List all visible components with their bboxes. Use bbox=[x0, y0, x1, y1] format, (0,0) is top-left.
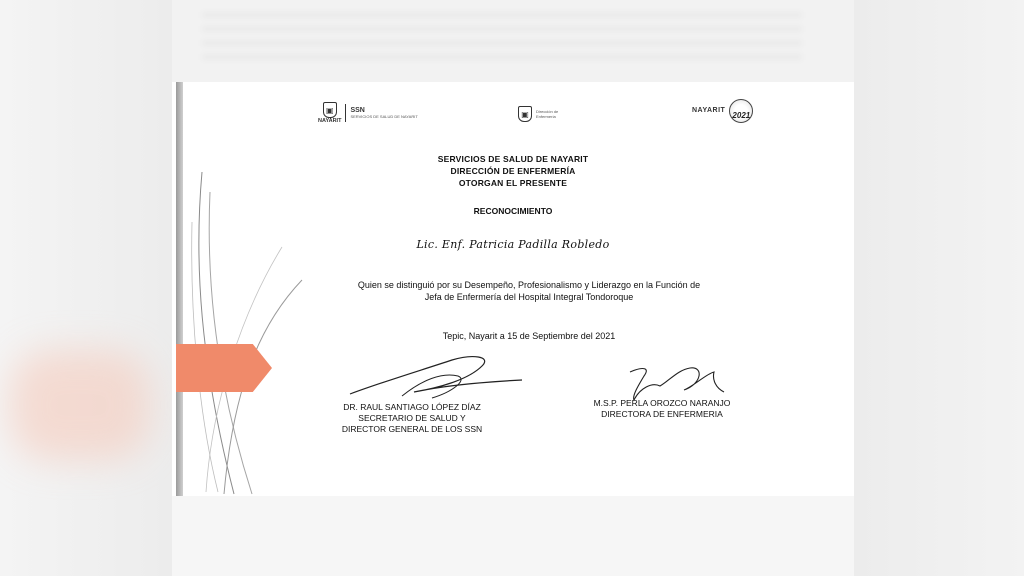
background-bottom bbox=[172, 496, 854, 576]
enfermeria-shield-icon: ▣ bbox=[518, 106, 532, 122]
logo-divider bbox=[345, 104, 346, 122]
signatory-left bbox=[327, 402, 497, 435]
logo-left-name: NAYARIT bbox=[318, 118, 342, 124]
nayarit-shield-icon: ▣ bbox=[323, 102, 337, 118]
heading-line-2: DIRECCIÓN DE ENFERMERÍA bbox=[450, 166, 576, 176]
background-top-blur bbox=[172, 0, 854, 82]
issue-date: Tepic, Nayarit a 15 de Septiembre del 2021 bbox=[442, 331, 616, 341]
body-line-2: Jefa de Enfermería del Hospital Integral Tondoroque bbox=[424, 292, 634, 302]
recipient-name: Lic. Enf. Patricia Padilla Robledo bbox=[416, 238, 610, 251]
background-blur-ribbon bbox=[10, 350, 150, 460]
bicentennial-badge-icon bbox=[729, 99, 753, 123]
signatory-right bbox=[572, 398, 752, 420]
orange-ribbon bbox=[176, 344, 272, 392]
heading-line-3: OTORGAN EL PRESENTE bbox=[458, 178, 568, 188]
certificate bbox=[172, 82, 854, 496]
logo-right-name: NAYARIT bbox=[692, 107, 726, 114]
logo-center-text: Dirección de Enfermería bbox=[536, 109, 559, 119]
heading-line-1: SERVICIOS DE SALUD DE NAYARIT bbox=[437, 154, 589, 164]
signatory-left-name: DR. RAUL SANTIAGO LÓPEZ DÍAZ bbox=[343, 402, 481, 412]
logo-right-year: 2021 bbox=[732, 111, 751, 120]
logo-left-sub: SERVICIOS DE SALUD DE NAYARIT bbox=[350, 113, 418, 119]
background-right bbox=[854, 0, 1024, 576]
logo-center bbox=[518, 106, 576, 122]
signatory-left-title-2: DIRECTOR GENERAL DE LOS SSN bbox=[341, 424, 483, 434]
logo-left-org: SSN bbox=[350, 106, 365, 114]
logo-left bbox=[318, 102, 418, 124]
certificate-title: RECONOCIMIENTO bbox=[473, 206, 553, 216]
signatory-left-title-1: SECRETARIO DE SALUD Y bbox=[358, 413, 466, 423]
signatory-right-name: M.S.P. PERLA OROZCO NARANJO bbox=[593, 398, 731, 408]
background-left bbox=[0, 0, 172, 576]
body-line-1: Quien se distinguió por su Desempeño, Profesionalismo y Liderazgo en la Función de bbox=[357, 280, 701, 290]
signatory-right-title-1: DIRECTORA DE ENFERMERIA bbox=[601, 409, 723, 419]
logo-right bbox=[692, 99, 753, 123]
